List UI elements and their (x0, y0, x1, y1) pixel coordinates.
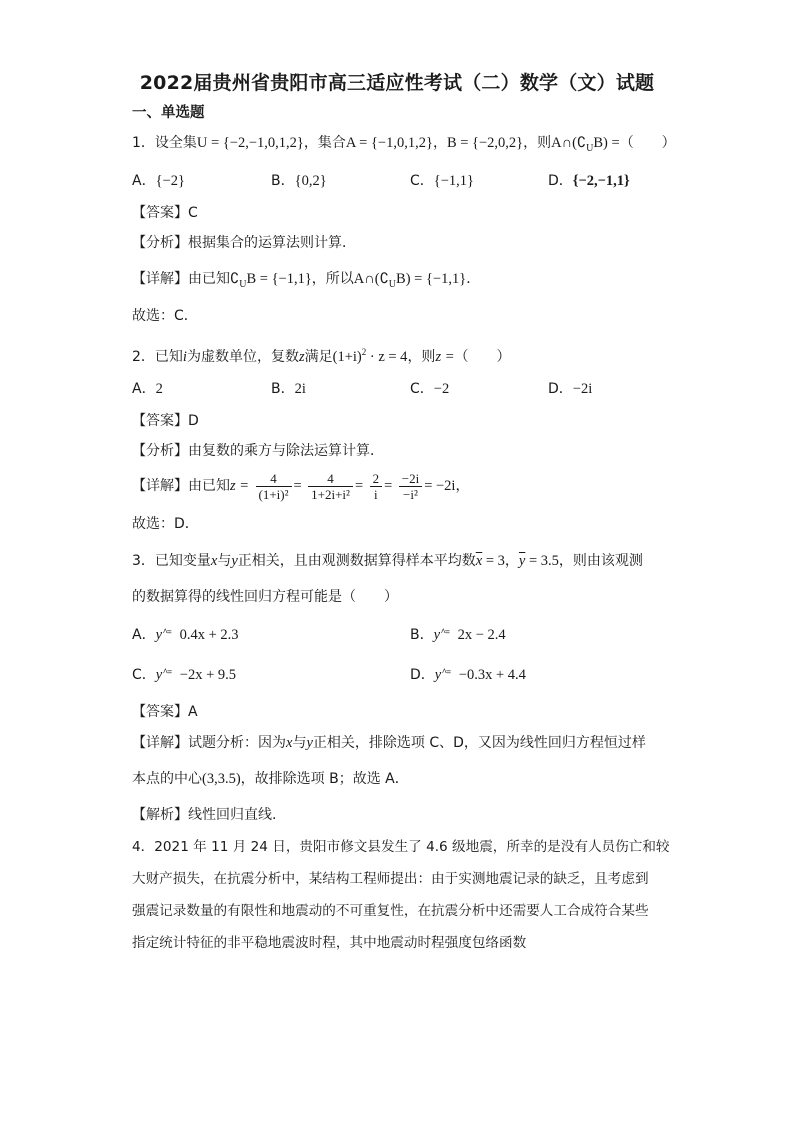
q2-answer: 【答案】D (132, 413, 199, 429)
question-1-stem: 1．设全集U = {−2,−1,0,1,2}，集合A = {−1,0,1,2}，B = {−2,0,2}，则$A\cap(∁_UB)$ =（ ） (132, 135, 676, 154)
set-b: B = {−2,0,2} (446, 135, 524, 151)
q2-option-b: B．2i (271, 381, 306, 397)
q2-analysis: 【分析】由复数的乘方与除法运算计算． (132, 443, 384, 459)
q3-option-d: D．y ^= −0.3x + 4.4 (410, 667, 526, 683)
fraction-3: $\frac{2}{i}$ (370, 471, 383, 502)
page-title: 2022届贵州省贵阳市高三适应性考试（二）数学（文）试题 (139, 72, 655, 94)
question-4-line-1: 4．2021 年 11 月 24 日，贵阳市修文县发生了 4.6 级地震，所幸的是没有人员伤亡和较 (132, 839, 670, 855)
q1-option-c: C．{−1,1} (410, 173, 475, 189)
question-4-line-4: 指定统计特征的非平稳地震波时程，其中地震动时程强度包络函数 (132, 935, 527, 951)
q1-option-b: B．{0,2} (271, 173, 327, 189)
question-3-stem-line-2: 的数据算得的线性回归方程可能是（ ） (132, 589, 398, 605)
q2-option-c: C．−2 (410, 381, 450, 397)
set-expression: $A\cap(∁_UB)$ = (551, 135, 620, 154)
q2-option-a: A．2 (132, 381, 163, 397)
q3-explanation: 【解析】线性回归直线. (132, 807, 277, 823)
q3-option-c: C．y ^= −2x + 9.5 (132, 667, 237, 683)
question-3-stem-line-1: 3．已知变量x与y正相关，且由观测数据算得样本平均数$\overline{x} = 3$，$\overline{y} = 3.5$，则由该观测 (132, 553, 643, 569)
section-heading: 一、单选题 (132, 105, 205, 121)
set-a: A = {−1,0,1,2} (345, 135, 433, 151)
q1-detail: 【详解】由已知$∁_UB = \{-1,1\}$，所以$A\cap(∁_UB) = \{-1,1\}$． (132, 271, 481, 290)
q3-detail-line-2: 本点的中心(3,3.5)，故排除选项 B；故选 A． (132, 771, 409, 787)
q2-detail: 【详解】由已知z = $\frac{4}{\text{(1+i)²}}$ = $\frac{4}{\text{1+2i+i²}}$ = $\frac{2}{i}$ = $\frac{-2i}{\text{−i²}}$ = −2i， (132, 470, 470, 502)
q2-option-d: D．−2i (548, 381, 593, 397)
q1-answer: 【答案】C (132, 205, 198, 221)
fraction-1: $\frac{4}{\text{(1+i)²}}$ (256, 471, 292, 502)
q1-analysis: 【分析】根据集合的运算法则计算． (132, 235, 356, 251)
q3-option-a: A．y ^= 0.4x + 2.3 (132, 627, 239, 643)
question-4-line-3: 强震记录数量的有限性和地震动的不可重复性，在抗震分析中还需要人工合成符合某些 (132, 903, 649, 919)
fraction-4: $\frac{-2i}{\text{−i²}}$ (399, 471, 422, 502)
q1-option-d: D．{−2,−1,1} (548, 173, 630, 189)
q1-option-a: A．{−2} (132, 173, 185, 189)
q2-conclusion: 故选：D． (132, 516, 199, 532)
q3-option-b: B．y ^= 2x − 2.4 (410, 627, 506, 643)
question-4-line-2: 大财产损失，在抗震分析中，某结构工程师提出：由于实测地震记录的缺乏，且考虑到 (132, 871, 649, 887)
q1-conclusion: 故选：C． (132, 308, 198, 324)
q3-detail-line-1: 【详解】试题分析：因为x与y正相关，排除选项 C、D，又因为线性回归方程恒过样 (132, 735, 646, 751)
universal-set: U = {−2,−1,0,1,2} (196, 135, 304, 151)
fraction-2: $\frac{4}{\text{1+2i+i²}}$ (308, 471, 353, 502)
question-2-stem: 2．已知i为虚数单位，复数z满足$(1+i)^2 \cdot z = 4$，则z =（ ） (132, 347, 511, 365)
q3-answer: 【答案】A (132, 704, 198, 720)
